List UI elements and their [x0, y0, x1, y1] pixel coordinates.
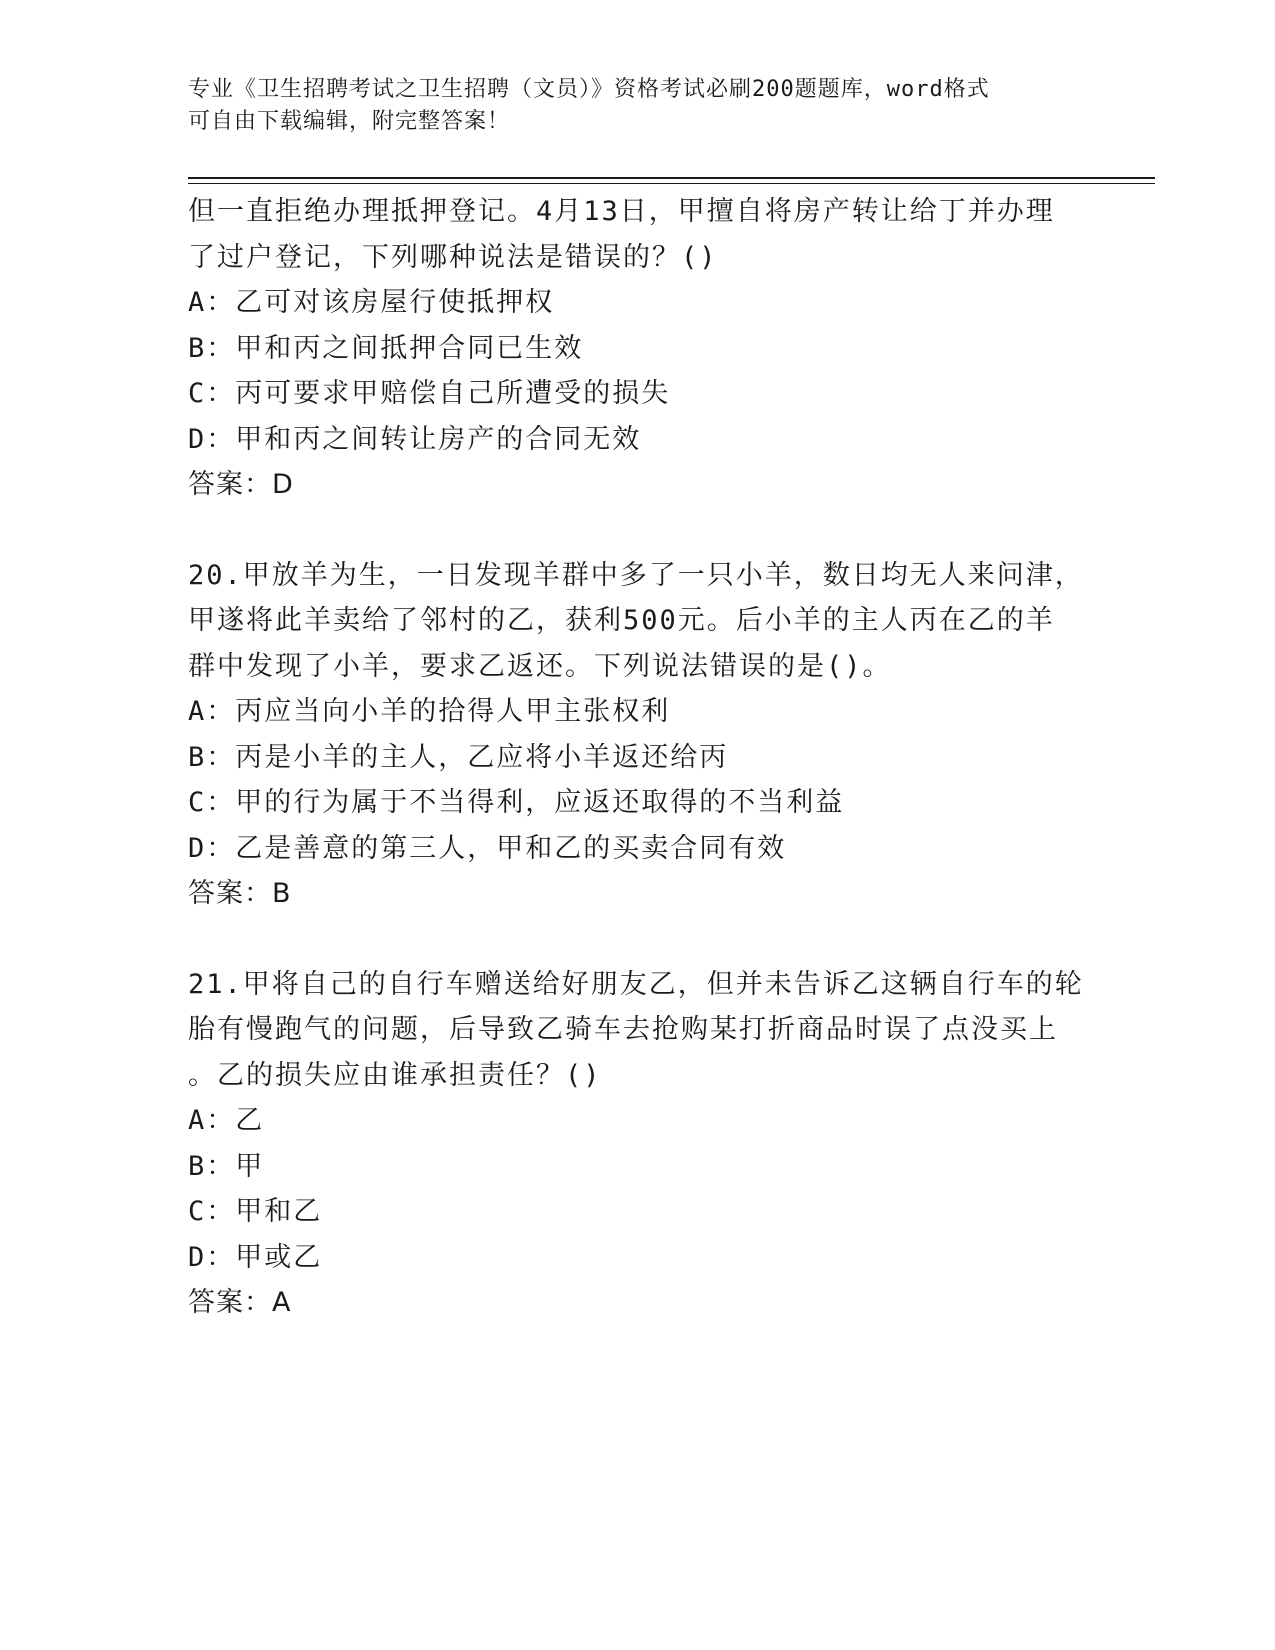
question-block: [188, 962, 1088, 1326]
answer-line: 答案：B: [188, 878, 292, 909]
document-header: [188, 74, 1088, 138]
header-line-2: 可自由下载编辑，附完整答案！: [188, 109, 511, 134]
option-c: C：丙可要求甲赔偿自己所遭受的损失: [188, 378, 671, 409]
question-stem-line: 了过户登记，下列哪种说法是错误的？(): [188, 241, 718, 273]
question-stem-line: 但一直拒绝办理抵押登记。4月13日，甲擅自将房产转让给丁并办理: [188, 196, 1055, 227]
question-stem-line: 群中发现了小羊，要求乙返还。下列说法错误的是()。: [188, 650, 892, 682]
option-b: B：甲: [188, 1150, 265, 1182]
option-b: B：丙是小羊的主人，乙应将小羊返还给丙: [188, 741, 729, 773]
option-b: B：甲和丙之间抵押合同已生效: [188, 332, 584, 364]
option-c: C：甲的行为属于不当得利，应返还取得的不当利益: [188, 787, 845, 818]
option-d: D：甲或乙: [188, 1241, 323, 1273]
question-block: [188, 189, 1088, 508]
spacer: [188, 917, 1088, 962]
option-c: C：甲和乙: [188, 1196, 323, 1227]
question-list: [188, 189, 1088, 1326]
option-a: A：丙应当向小羊的拾得人甲主张权利: [188, 696, 671, 727]
question-stem-line: 甲遂将此羊卖给了邻村的乙，获利500元。后小羊的主人丙在乙的羊: [188, 605, 1055, 636]
answer-line: 答案：D: [188, 469, 294, 500]
option-d: D：甲和丙之间转让房产的合同无效: [188, 423, 642, 455]
question-block: [188, 553, 1088, 917]
option-a: A：乙: [188, 1105, 265, 1136]
question-stem-line: 。乙的损失应由谁承担责任？(): [188, 1059, 602, 1091]
answer-line: 答案：A: [188, 1287, 292, 1318]
question-stem-line: 20.甲放羊为生，一日发现羊群中多了一只小羊，数日均无人来问津，: [188, 559, 1084, 591]
header-line-1: 专业《卫生招聘考试之卫生招聘（文员）》资格考试必刷200题题库，word格式: [188, 77, 990, 102]
question-stem-line: 胎有慢跑气的问题，后导致乙骑车去抢购某打折商品时误了点没买上: [188, 1014, 1058, 1045]
header-rule-thin: [188, 183, 1155, 184]
header-rule-thick: [188, 177, 1155, 179]
option-d: D：乙是善意的第三人，甲和乙的买卖合同有效: [188, 832, 787, 864]
option-a: A：乙可对该房屋行使抵押权: [188, 287, 555, 318]
spacer: [188, 508, 1088, 553]
question-stem-line: 21.甲将自己的自行车赠送给好朋友乙，但并未告诉乙这辆自行车的轮: [188, 968, 1084, 1000]
